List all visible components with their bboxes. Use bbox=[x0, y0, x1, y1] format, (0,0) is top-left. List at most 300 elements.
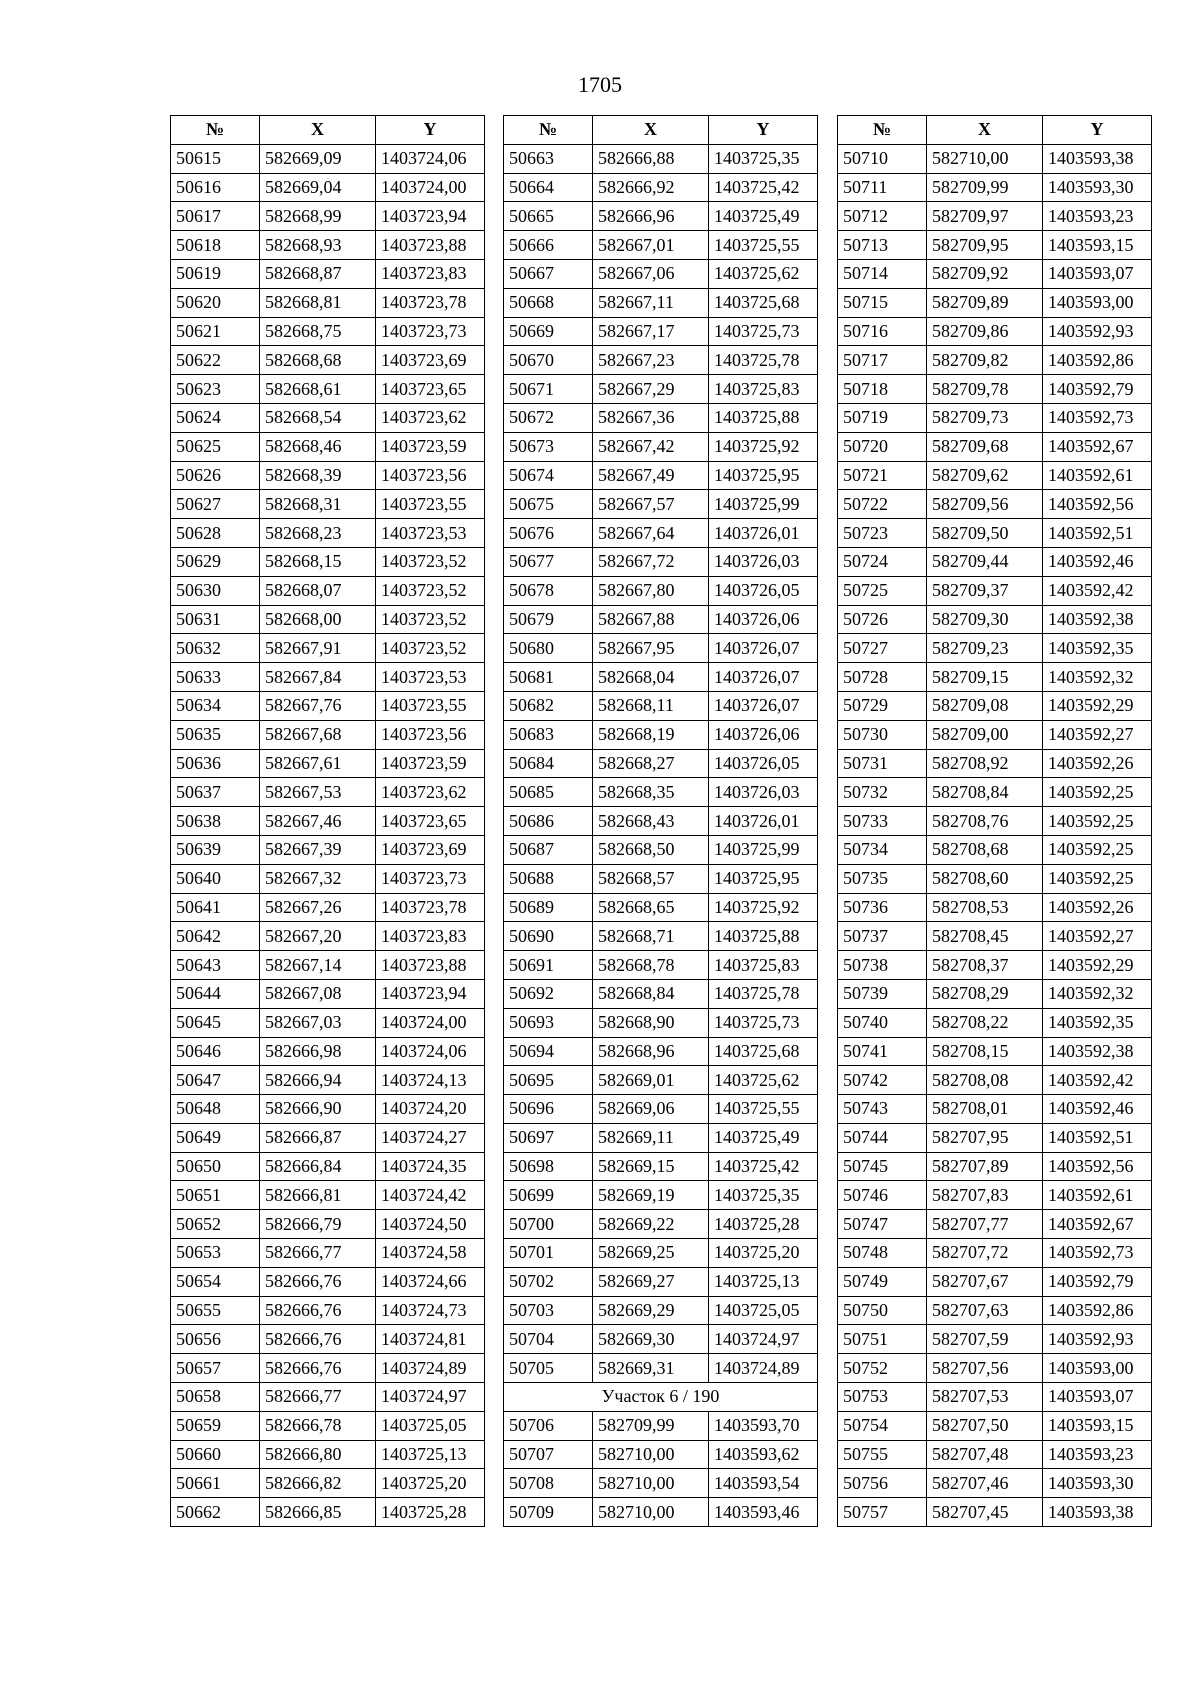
table-row bbox=[171, 1296, 485, 1325]
cell-x: 582709,15 bbox=[927, 663, 1043, 692]
cell-y: 1403723,53 bbox=[376, 519, 485, 548]
table-body bbox=[504, 144, 818, 1526]
cell-x: 582668,61 bbox=[260, 375, 376, 404]
cell-x: 582707,83 bbox=[927, 1181, 1043, 1210]
cell-number: 50645 bbox=[171, 1008, 260, 1037]
cell-y: 1403724,89 bbox=[376, 1354, 485, 1383]
table-row bbox=[171, 490, 485, 519]
cell-number: 50707 bbox=[504, 1440, 593, 1469]
table-row bbox=[838, 519, 1152, 548]
cell-y: 1403592,25 bbox=[1043, 778, 1152, 807]
table-row bbox=[504, 1469, 818, 1498]
cell-x: 582668,15 bbox=[260, 547, 376, 576]
cell-number: 50746 bbox=[838, 1181, 927, 1210]
table-row bbox=[171, 1411, 485, 1440]
cell-x: 582666,98 bbox=[260, 1037, 376, 1066]
cell-number: 50687 bbox=[504, 835, 593, 864]
cell-y: 1403725,95 bbox=[709, 864, 818, 893]
cell-y: 1403724,42 bbox=[376, 1181, 485, 1210]
cell-number: 50756 bbox=[838, 1469, 927, 1498]
table-row bbox=[171, 461, 485, 490]
cell-x: 582669,19 bbox=[593, 1181, 709, 1210]
cell-number: 50744 bbox=[838, 1123, 927, 1152]
cell-number: 50678 bbox=[504, 576, 593, 605]
cell-y: 1403593,23 bbox=[1043, 202, 1152, 231]
table-row bbox=[838, 1181, 1152, 1210]
cell-y: 1403723,53 bbox=[376, 663, 485, 692]
cell-x: 582709,99 bbox=[927, 173, 1043, 202]
cell-number: 50636 bbox=[171, 749, 260, 778]
cell-y: 1403725,28 bbox=[709, 1210, 818, 1239]
cell-number: 50706 bbox=[504, 1411, 593, 1440]
cell-y: 1403725,62 bbox=[709, 1066, 818, 1095]
cell-number: 50615 bbox=[171, 144, 260, 173]
cell-x: 582667,23 bbox=[593, 346, 709, 375]
cell-y: 1403592,73 bbox=[1043, 403, 1152, 432]
cell-x: 582709,68 bbox=[927, 432, 1043, 461]
cell-x: 582666,92 bbox=[593, 173, 709, 202]
cell-y: 1403724,35 bbox=[376, 1152, 485, 1181]
table-row bbox=[504, 720, 818, 749]
cell-x: 582708,37 bbox=[927, 951, 1043, 980]
cell-number: 50712 bbox=[838, 202, 927, 231]
table-row bbox=[838, 317, 1152, 346]
cell-number: 50623 bbox=[171, 375, 260, 404]
cell-y: 1403725,73 bbox=[709, 1008, 818, 1037]
table-row bbox=[504, 519, 818, 548]
table-row bbox=[171, 634, 485, 663]
cell-x: 582667,14 bbox=[260, 951, 376, 980]
table-row bbox=[171, 432, 485, 461]
table-row bbox=[171, 403, 485, 432]
cell-y: 1403723,56 bbox=[376, 720, 485, 749]
table-row bbox=[504, 490, 818, 519]
cell-number: 50695 bbox=[504, 1066, 593, 1095]
cell-number: 50679 bbox=[504, 605, 593, 634]
cell-x: 582669,27 bbox=[593, 1267, 709, 1296]
table-row bbox=[504, 979, 818, 1008]
table-row bbox=[504, 1210, 818, 1239]
table-row bbox=[171, 576, 485, 605]
cell-y: 1403725,42 bbox=[709, 1152, 818, 1181]
cell-y: 1403725,68 bbox=[709, 1037, 818, 1066]
cell-y: 1403723,83 bbox=[376, 259, 485, 288]
cell-y: 1403725,78 bbox=[709, 346, 818, 375]
table-row bbox=[171, 1469, 485, 1498]
cell-y: 1403724,58 bbox=[376, 1239, 485, 1268]
cell-y: 1403592,26 bbox=[1043, 893, 1152, 922]
cell-number: 50727 bbox=[838, 634, 927, 663]
cell-y: 1403726,05 bbox=[709, 749, 818, 778]
cell-y: 1403725,55 bbox=[709, 1095, 818, 1124]
table-row bbox=[504, 288, 818, 317]
cell-y: 1403723,78 bbox=[376, 893, 485, 922]
cell-x: 582668,84 bbox=[593, 979, 709, 1008]
cell-number: 50633 bbox=[171, 663, 260, 692]
cell-x: 582708,53 bbox=[927, 893, 1043, 922]
table-row bbox=[838, 173, 1152, 202]
table-header-row bbox=[838, 116, 1152, 145]
cell-y: 1403592,51 bbox=[1043, 1123, 1152, 1152]
cell-number: 50729 bbox=[838, 691, 927, 720]
cell-x: 582709,50 bbox=[927, 519, 1043, 548]
cell-number: 50693 bbox=[504, 1008, 593, 1037]
cell-x: 582669,25 bbox=[593, 1239, 709, 1268]
table-row bbox=[838, 1066, 1152, 1095]
table-row bbox=[838, 1008, 1152, 1037]
cell-y: 1403725,20 bbox=[376, 1469, 485, 1498]
cell-y: 1403724,97 bbox=[376, 1383, 485, 1412]
cell-x: 582668,50 bbox=[593, 835, 709, 864]
cell-number: 50619 bbox=[171, 259, 260, 288]
cell-x: 582668,43 bbox=[593, 807, 709, 836]
cell-number: 50631 bbox=[171, 605, 260, 634]
cell-x: 582667,91 bbox=[260, 634, 376, 663]
cell-x: 582708,01 bbox=[927, 1095, 1043, 1124]
table-row bbox=[838, 403, 1152, 432]
table-row bbox=[838, 259, 1152, 288]
cell-y: 1403593,07 bbox=[1043, 1383, 1152, 1412]
table-row bbox=[171, 1123, 485, 1152]
cell-number: 50688 bbox=[504, 864, 593, 893]
table-row bbox=[504, 1095, 818, 1124]
cell-number: 50740 bbox=[838, 1008, 927, 1037]
cell-x: 582667,64 bbox=[593, 519, 709, 548]
cell-y: 1403592,38 bbox=[1043, 605, 1152, 634]
cell-y: 1403592,35 bbox=[1043, 1008, 1152, 1037]
cell-x: 582668,78 bbox=[593, 951, 709, 980]
table-row bbox=[504, 1296, 818, 1325]
cell-y: 1403592,25 bbox=[1043, 864, 1152, 893]
table-row bbox=[171, 288, 485, 317]
cell-x: 582710,00 bbox=[593, 1440, 709, 1469]
table-row bbox=[171, 1095, 485, 1124]
cell-x: 582668,39 bbox=[260, 461, 376, 490]
cell-y: 1403723,94 bbox=[376, 202, 485, 231]
cell-number: 50646 bbox=[171, 1037, 260, 1066]
cell-y: 1403593,00 bbox=[1043, 1354, 1152, 1383]
cell-y: 1403726,06 bbox=[709, 605, 818, 634]
cell-y: 1403725,35 bbox=[709, 1181, 818, 1210]
table-row bbox=[838, 1498, 1152, 1527]
cell-number: 50671 bbox=[504, 375, 593, 404]
cell-x: 582667,36 bbox=[593, 403, 709, 432]
table-row bbox=[838, 778, 1152, 807]
cell-y: 1403726,07 bbox=[709, 691, 818, 720]
table-row bbox=[504, 1008, 818, 1037]
cell-x: 582707,48 bbox=[927, 1440, 1043, 1469]
table-row bbox=[504, 375, 818, 404]
cell-x: 582668,99 bbox=[260, 202, 376, 231]
table-row bbox=[838, 490, 1152, 519]
table-body bbox=[171, 144, 485, 1526]
cell-number: 50656 bbox=[171, 1325, 260, 1354]
cell-y: 1403593,38 bbox=[1043, 1498, 1152, 1527]
cell-y: 1403592,32 bbox=[1043, 663, 1152, 692]
cell-x: 582666,84 bbox=[260, 1152, 376, 1181]
cell-x: 582668,75 bbox=[260, 317, 376, 346]
cell-number: 50630 bbox=[171, 576, 260, 605]
cell-x: 582668,68 bbox=[260, 346, 376, 375]
coordinates-table-3 bbox=[837, 115, 1152, 1527]
cell-x: 582667,32 bbox=[260, 864, 376, 893]
cell-x: 582667,39 bbox=[260, 835, 376, 864]
table-row bbox=[838, 1037, 1152, 1066]
cell-x: 582668,65 bbox=[593, 893, 709, 922]
cell-x: 582709,23 bbox=[927, 634, 1043, 663]
table-row bbox=[838, 634, 1152, 663]
cell-x: 582710,00 bbox=[593, 1469, 709, 1498]
cell-number: 50723 bbox=[838, 519, 927, 548]
cell-number: 50634 bbox=[171, 691, 260, 720]
cell-x: 582666,87 bbox=[260, 1123, 376, 1152]
cell-x: 582668,27 bbox=[593, 749, 709, 778]
cell-y: 1403592,29 bbox=[1043, 691, 1152, 720]
table-row bbox=[838, 749, 1152, 778]
cell-y: 1403724,06 bbox=[376, 144, 485, 173]
cell-y: 1403726,07 bbox=[709, 663, 818, 692]
cell-x: 582708,29 bbox=[927, 979, 1043, 1008]
cell-number: 50737 bbox=[838, 922, 927, 951]
cell-number: 50725 bbox=[838, 576, 927, 605]
cell-y: 1403723,55 bbox=[376, 691, 485, 720]
cell-y: 1403724,66 bbox=[376, 1267, 485, 1296]
cell-y: 1403723,73 bbox=[376, 864, 485, 893]
cell-y: 1403723,78 bbox=[376, 288, 485, 317]
table-row bbox=[504, 1498, 818, 1527]
cell-number: 50662 bbox=[171, 1498, 260, 1527]
cell-number: 50660 bbox=[171, 1440, 260, 1469]
table-row bbox=[504, 835, 818, 864]
cell-y: 1403592,86 bbox=[1043, 346, 1152, 375]
cell-x: 582667,49 bbox=[593, 461, 709, 490]
cell-x: 582667,61 bbox=[260, 749, 376, 778]
table-row bbox=[171, 1498, 485, 1527]
table-row bbox=[504, 1411, 818, 1440]
cell-number: 50715 bbox=[838, 288, 927, 317]
cell-x: 582668,19 bbox=[593, 720, 709, 749]
cell-y: 1403724,06 bbox=[376, 1037, 485, 1066]
cell-y: 1403724,50 bbox=[376, 1210, 485, 1239]
cell-number: 50752 bbox=[838, 1354, 927, 1383]
cell-number: 50665 bbox=[504, 202, 593, 231]
table-row bbox=[504, 317, 818, 346]
cell-y: 1403725,83 bbox=[709, 951, 818, 980]
cell-y: 1403592,67 bbox=[1043, 432, 1152, 461]
cell-number: 50738 bbox=[838, 951, 927, 980]
cell-number: 50642 bbox=[171, 922, 260, 951]
cell-number: 50697 bbox=[504, 1123, 593, 1152]
cell-y: 1403725,05 bbox=[376, 1411, 485, 1440]
table-row bbox=[171, 1210, 485, 1239]
cell-y: 1403723,62 bbox=[376, 403, 485, 432]
table-row bbox=[838, 663, 1152, 692]
table-row bbox=[838, 691, 1152, 720]
cell-x: 582707,72 bbox=[927, 1239, 1043, 1268]
cell-number: 50686 bbox=[504, 807, 593, 836]
table-row bbox=[504, 1354, 818, 1383]
cell-y: 1403725,92 bbox=[709, 893, 818, 922]
cell-number: 50720 bbox=[838, 432, 927, 461]
cell-x: 582668,46 bbox=[260, 432, 376, 461]
table-header-row bbox=[171, 116, 485, 145]
cell-y: 1403592,29 bbox=[1043, 951, 1152, 980]
cell-number: 50618 bbox=[171, 231, 260, 260]
cell-y: 1403726,01 bbox=[709, 519, 818, 548]
table-row bbox=[171, 1239, 485, 1268]
cell-x: 582668,71 bbox=[593, 922, 709, 951]
table-row bbox=[504, 1325, 818, 1354]
cell-y: 1403725,49 bbox=[709, 1123, 818, 1152]
cell-y: 1403592,42 bbox=[1043, 1066, 1152, 1095]
cell-x: 582666,76 bbox=[260, 1354, 376, 1383]
table-row bbox=[171, 1440, 485, 1469]
cell-number: 50750 bbox=[838, 1296, 927, 1325]
table-row bbox=[171, 605, 485, 634]
cell-x: 582667,03 bbox=[260, 1008, 376, 1037]
cell-number: 50713 bbox=[838, 231, 927, 260]
cell-number: 50673 bbox=[504, 432, 593, 461]
cell-y: 1403725,05 bbox=[709, 1296, 818, 1325]
cell-x: 582708,68 bbox=[927, 835, 1043, 864]
cell-x: 582708,45 bbox=[927, 922, 1043, 951]
cell-x: 582708,76 bbox=[927, 807, 1043, 836]
cell-x: 582667,80 bbox=[593, 576, 709, 605]
table-row bbox=[504, 547, 818, 576]
cell-x: 582709,89 bbox=[927, 288, 1043, 317]
column-header-y: Y bbox=[709, 116, 818, 145]
cell-y: 1403592,79 bbox=[1043, 375, 1152, 404]
table-row bbox=[838, 1440, 1152, 1469]
cell-y: 1403725,62 bbox=[709, 259, 818, 288]
cell-number: 50710 bbox=[838, 144, 927, 173]
cell-x: 582669,29 bbox=[593, 1296, 709, 1325]
cell-number: 50639 bbox=[171, 835, 260, 864]
cell-y: 1403725,78 bbox=[709, 979, 818, 1008]
cell-x: 582707,46 bbox=[927, 1469, 1043, 1498]
cell-y: 1403592,86 bbox=[1043, 1296, 1152, 1325]
section-row bbox=[504, 1383, 818, 1412]
cell-y: 1403592,56 bbox=[1043, 490, 1152, 519]
cell-x: 582710,00 bbox=[927, 144, 1043, 173]
cell-number: 50719 bbox=[838, 403, 927, 432]
cell-y: 1403592,61 bbox=[1043, 1181, 1152, 1210]
cell-number: 50704 bbox=[504, 1325, 593, 1354]
cell-y: 1403726,05 bbox=[709, 576, 818, 605]
coordinates-table-2 bbox=[503, 115, 818, 1527]
cell-y: 1403724,97 bbox=[709, 1325, 818, 1354]
cell-y: 1403724,13 bbox=[376, 1066, 485, 1095]
cell-x: 582668,93 bbox=[260, 231, 376, 260]
cell-number: 50641 bbox=[171, 893, 260, 922]
table-row bbox=[838, 346, 1152, 375]
cell-x: 582669,01 bbox=[593, 1066, 709, 1095]
cell-x: 582667,20 bbox=[260, 922, 376, 951]
cell-y: 1403593,38 bbox=[1043, 144, 1152, 173]
table-row bbox=[504, 1066, 818, 1095]
cell-number: 50742 bbox=[838, 1066, 927, 1095]
cell-y: 1403724,27 bbox=[376, 1123, 485, 1152]
cell-y: 1403726,03 bbox=[709, 547, 818, 576]
table-row bbox=[838, 1210, 1152, 1239]
cell-x: 582709,92 bbox=[927, 259, 1043, 288]
table-row bbox=[838, 1354, 1152, 1383]
cell-x: 582666,88 bbox=[593, 144, 709, 173]
cell-number: 50627 bbox=[171, 490, 260, 519]
table-row bbox=[171, 1267, 485, 1296]
table-row bbox=[171, 979, 485, 1008]
column-header-x: X bbox=[593, 116, 709, 145]
table-row bbox=[504, 1123, 818, 1152]
cell-y: 1403725,42 bbox=[709, 173, 818, 202]
cell-y: 1403724,89 bbox=[709, 1354, 818, 1383]
cell-number: 50672 bbox=[504, 403, 593, 432]
cell-x: 582667,06 bbox=[593, 259, 709, 288]
cell-x: 582707,95 bbox=[927, 1123, 1043, 1152]
table-row bbox=[504, 231, 818, 260]
cell-y: 1403593,07 bbox=[1043, 259, 1152, 288]
cell-number: 50637 bbox=[171, 778, 260, 807]
cell-y: 1403725,99 bbox=[709, 835, 818, 864]
table-row bbox=[838, 605, 1152, 634]
cell-x: 582708,60 bbox=[927, 864, 1043, 893]
table-row bbox=[171, 691, 485, 720]
cell-number: 50664 bbox=[504, 173, 593, 202]
cell-y: 1403725,49 bbox=[709, 202, 818, 231]
cell-y: 1403592,25 bbox=[1043, 807, 1152, 836]
cell-number: 50626 bbox=[171, 461, 260, 490]
cell-y: 1403723,69 bbox=[376, 835, 485, 864]
cell-y: 1403723,62 bbox=[376, 778, 485, 807]
cell-number: 50747 bbox=[838, 1210, 927, 1239]
table-row bbox=[504, 893, 818, 922]
cell-x: 582667,53 bbox=[260, 778, 376, 807]
table-row bbox=[838, 864, 1152, 893]
cell-x: 582667,42 bbox=[593, 432, 709, 461]
cell-number: 50681 bbox=[504, 663, 593, 692]
table-row bbox=[838, 1123, 1152, 1152]
cell-x: 582707,50 bbox=[927, 1411, 1043, 1440]
cell-y: 1403723,52 bbox=[376, 547, 485, 576]
cell-number: 50654 bbox=[171, 1267, 260, 1296]
cell-x: 582709,97 bbox=[927, 202, 1043, 231]
cell-y: 1403725,28 bbox=[376, 1498, 485, 1527]
cell-number: 50622 bbox=[171, 346, 260, 375]
cell-x: 582666,81 bbox=[260, 1181, 376, 1210]
cell-x: 582667,46 bbox=[260, 807, 376, 836]
cell-number: 50689 bbox=[504, 893, 593, 922]
cell-x: 582668,96 bbox=[593, 1037, 709, 1066]
cell-y: 1403725,88 bbox=[709, 922, 818, 951]
cell-x: 582666,94 bbox=[260, 1066, 376, 1095]
cell-y: 1403592,73 bbox=[1043, 1239, 1152, 1268]
cell-number: 50702 bbox=[504, 1267, 593, 1296]
cell-y: 1403593,23 bbox=[1043, 1440, 1152, 1469]
cell-y: 1403723,88 bbox=[376, 231, 485, 260]
cell-number: 50652 bbox=[171, 1210, 260, 1239]
cell-x: 582708,22 bbox=[927, 1008, 1043, 1037]
cell-x: 582708,15 bbox=[927, 1037, 1043, 1066]
cell-number: 50621 bbox=[171, 317, 260, 346]
cell-number: 50701 bbox=[504, 1239, 593, 1268]
cell-x: 582709,37 bbox=[927, 576, 1043, 605]
cell-number: 50651 bbox=[171, 1181, 260, 1210]
cell-number: 50694 bbox=[504, 1037, 593, 1066]
table-row bbox=[171, 547, 485, 576]
cell-number: 50617 bbox=[171, 202, 260, 231]
table-row bbox=[838, 202, 1152, 231]
cell-number: 50658 bbox=[171, 1383, 260, 1412]
